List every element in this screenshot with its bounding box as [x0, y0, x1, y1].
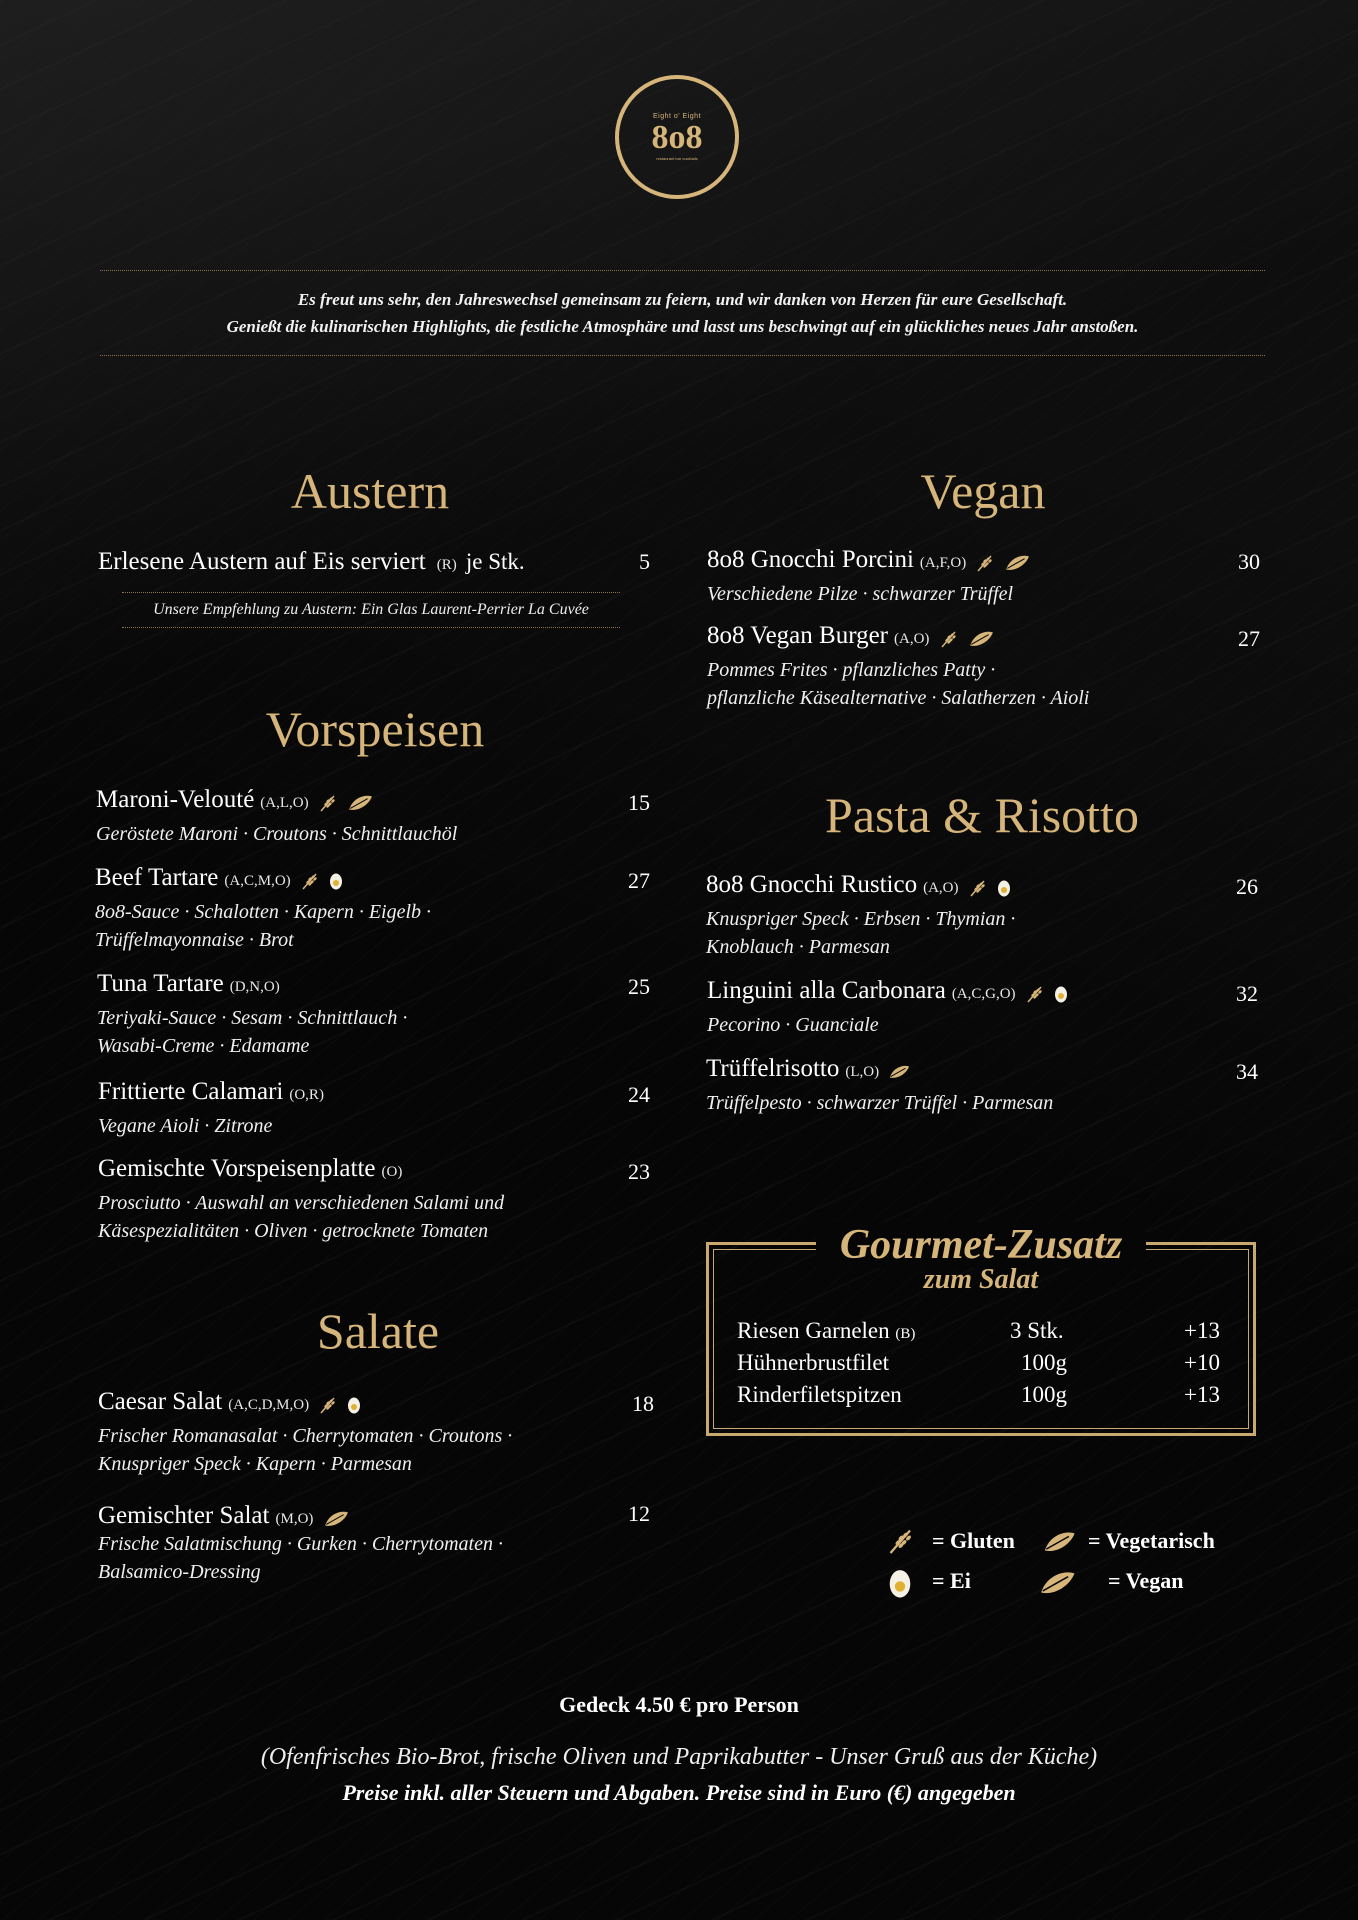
- item-description-line-1: Pommes Frites · pflanzliches Patty ·: [707, 659, 996, 681]
- gourmet-row-price: +13: [1184, 1382, 1220, 1407]
- item-description-line-2: Trüffelmayonnaise · Brot: [95, 929, 294, 951]
- item-allergens: (A,F,O): [919, 555, 967, 571]
- austern-recommendation: Unsere Empfehlung zu Austern: Ein Glas Laurent-Perrier La Cuvée: [122, 592, 620, 628]
- cover-charge: Gedeck 4.50 € pro Person: [559, 1692, 799, 1717]
- gourmet-row-name: Hühnerbrustfilet: [737, 1350, 890, 1375]
- item-description: Pecorino · Guanciale: [707, 1014, 879, 1036]
- item-name: Gemischter Salat: [98, 1502, 270, 1529]
- menu-item-gemischter-salat: [98, 1502, 503, 1586]
- menu-item-caesar-salat: [98, 1388, 512, 1478]
- legend-vegan-icon: [1038, 1570, 1076, 1596]
- item-description-line-1: Knuspriger Speck · Erbsen · Thymian ·: [706, 908, 1016, 930]
- item-description-line-1: Teriyaki-Sauce · Sesam · Schnittlauch ·: [97, 1007, 408, 1029]
- legend-gluten-icon: [886, 1526, 916, 1556]
- egg-icon: [1054, 985, 1068, 1003]
- price-note: Preise inkl. aller Steuern und Abgaben. Preise sind in Euro (€) angegeben: [342, 1780, 1016, 1805]
- legend-gluten-label: = Gluten: [932, 1528, 1015, 1553]
- gourmet-row-name: Rinderfiletspitzen: [737, 1382, 902, 1407]
- menu-item-vorspeisenplatte: [98, 1155, 504, 1245]
- item-description: Vegane Aioli · Zitrone: [98, 1115, 273, 1137]
- item-allergens: (A,C,D,M,O): [228, 1397, 310, 1413]
- menu-item-gnocchi-rustico: [706, 871, 1015, 961]
- item-description-line-2: Knuspriger Speck · Kapern · Parmesan: [98, 1453, 412, 1475]
- logo-main-text: 8o8: [651, 119, 703, 156]
- item-name: 8o8 Gnocchi Porcini: [707, 546, 914, 573]
- item-allergens: (M,O): [275, 1511, 314, 1527]
- item-description: Trüffelpesto · schwarzer Trüffel · Parmesan: [706, 1092, 1054, 1114]
- item-description-line-2: Knoblauch · Parmesan: [706, 936, 890, 958]
- gluten-icon: [968, 878, 988, 898]
- intro-line-1: Es freut uns sehr, den Jahreswechsel gemeinsam zu feiern, und wir danken von Herzen für eure Gesellschaft.: [297, 290, 1068, 309]
- item-price: 30: [1238, 549, 1260, 574]
- item-name: Tuna Tartare: [97, 970, 224, 997]
- section-title-vorspeisen: Vorspeisen: [265, 701, 485, 757]
- legend-egg-label: = Ei: [932, 1568, 971, 1593]
- item-price: 12: [628, 1501, 650, 1526]
- gluten-icon: [975, 553, 995, 573]
- legend-vegetarian-icon: [1042, 1530, 1076, 1554]
- egg-icon: [347, 1396, 361, 1414]
- item-price: 23: [628, 1159, 650, 1184]
- legend-vegan-label: = Vegan: [1108, 1568, 1184, 1593]
- gourmet-title: Gourmet-Zusatz: [816, 1222, 1146, 1268]
- vegan-leaf-icon: [968, 630, 994, 648]
- item-allergens: (A,C,M,O): [224, 873, 291, 889]
- legend-vegetarian-label: = Vegetarisch: [1088, 1528, 1215, 1553]
- item-name: Caesar Salat: [98, 1388, 223, 1415]
- intro-message: [100, 270, 1265, 356]
- item-description-line-2: Wasabi-Creme · Edamame: [97, 1035, 310, 1057]
- item-name: Frittierte Calamari: [98, 1078, 284, 1105]
- bread-note: (Ofenfrisches Bio-Brot, frische Oliven und Paprikabutter - Unser Gruß aus der Küche): [260, 1744, 1098, 1770]
- legend-egg-icon: [888, 1567, 912, 1599]
- item-description-line-2: Balsamico-Dressing: [98, 1561, 261, 1583]
- item-name: Beef Tartare: [95, 864, 219, 891]
- vegan-leaf-icon: [1004, 554, 1030, 572]
- gourmet-row-price: +10: [1184, 1350, 1220, 1375]
- menu-item-tuna-tartare: [97, 970, 407, 1060]
- item-allergens: (L,O): [845, 1064, 880, 1080]
- menu-item-maroni-veloute: [96, 786, 457, 848]
- item-price: 26: [1236, 874, 1258, 899]
- menu-item-beef-tartare: [95, 864, 431, 954]
- logo-bottom-text: restaurant bar cocktails: [656, 156, 698, 161]
- item-price: 5: [639, 549, 650, 574]
- item-name: Maroni-Velouté: [96, 786, 255, 813]
- item-allergens: (O): [381, 1164, 403, 1180]
- item-allergens: (R): [436, 557, 457, 573]
- vegetarian-leaf-icon: [347, 794, 373, 812]
- item-description: Geröstete Maroni · Croutons · Schnittlauchöl: [96, 823, 458, 845]
- egg-icon: [997, 879, 1011, 897]
- item-name: Erlesene Austern auf Eis serviert: [98, 548, 426, 575]
- gluten-icon: [939, 629, 959, 649]
- item-name: 8o8 Vegan Burger: [707, 622, 888, 649]
- item-description: Verschiedene Pilze · schwarzer Trüffel: [707, 583, 1014, 605]
- item-allergens: (A,C,G,O): [951, 986, 1016, 1002]
- menu-item-linguini-carbonara: [707, 977, 1068, 1039]
- gourmet-row-qty: 100g: [1021, 1350, 1067, 1375]
- item-unit: je Stk.: [465, 549, 525, 574]
- item-description-line-1: Prosciutto · Auswahl an verschiedenen Salami und: [98, 1192, 505, 1214]
- section-title-vegan: Vegan: [920, 463, 1046, 519]
- intro-line-2: Genießt die kulinarischen Highlights, die festliche Atmosphäre und lasst uns beschwingt auf ein glückliches neues Jahr anstoßen.: [226, 317, 1139, 336]
- gourmet-row-price: +13: [1184, 1318, 1220, 1343]
- item-price: 25: [628, 974, 650, 999]
- vegetarian-leaf-icon: [888, 1064, 910, 1080]
- item-price: 18: [632, 1391, 654, 1416]
- gourmet-row-name: Riesen Garnelen (B): [737, 1318, 916, 1343]
- item-allergens: (A,O): [894, 631, 930, 647]
- gluten-icon: [300, 871, 320, 891]
- item-price: 15: [628, 790, 650, 815]
- item-price: 27: [628, 868, 650, 893]
- gourmet-row-qty: 3 Stk.: [1010, 1318, 1064, 1343]
- item-description-line-1: 8o8-Sauce · Schalotten · Kapern · Eigelb ·: [95, 901, 432, 923]
- item-allergens: (A,O): [923, 880, 959, 896]
- item-name: 8o8 Gnocchi Rustico: [706, 871, 918, 898]
- egg-icon: [329, 872, 343, 890]
- menu-item-frittierte-calamari: [98, 1078, 324, 1140]
- gluten-icon: [318, 793, 338, 813]
- item-price: 27: [1238, 626, 1260, 651]
- item-allergens: (D,N,O): [229, 979, 280, 995]
- gourmet-subtitle: zum Salat: [923, 1264, 1039, 1295]
- gluten-icon: [318, 1395, 338, 1415]
- item-name: Linguini alla Carbonara: [707, 977, 946, 1004]
- item-price: 24: [628, 1082, 650, 1107]
- item-price: 32: [1236, 981, 1258, 1006]
- section-title-austern: Austern: [290, 463, 450, 519]
- menu-item-austern: [98, 548, 525, 576]
- menu-item-gnocchi-porcini: [707, 546, 1030, 608]
- item-allergens: (O,R): [289, 1087, 324, 1103]
- item-price: 34: [1236, 1059, 1258, 1084]
- item-description-line-2: Käsespezialitäten · Oliven · getrocknete Tomaten: [98, 1220, 489, 1242]
- menu-item-vegan-burger: [707, 622, 1089, 712]
- item-description-line-1: Frische Salatmischung · Gurken · Cherrytomaten ·: [98, 1533, 503, 1555]
- restaurant-logo: [615, 75, 739, 199]
- gluten-icon: [1025, 984, 1045, 1004]
- section-title-salate: Salate: [316, 1303, 440, 1359]
- item-description-line-2: pflanzliche Käsealternative · Salatherzen · Aioli: [707, 687, 1090, 709]
- gourmet-row-qty: 100g: [1021, 1382, 1067, 1407]
- item-allergens: (A,L,O): [260, 795, 309, 811]
- item-name: Gemischte Vorspeisenplatte: [98, 1155, 376, 1182]
- menu-item-trueffelrisotto: [706, 1055, 1053, 1117]
- vegan-leaf-icon: [323, 1510, 349, 1528]
- item-description-line-1: Frischer Romanasalat · Cherrytomaten · Croutons ·: [98, 1425, 513, 1447]
- section-title-pasta-risotto: Pasta & Risotto: [825, 787, 1139, 843]
- item-name: Trüffelrisotto: [706, 1055, 840, 1082]
- logo-top-text: Eight o' Eight: [652, 113, 702, 120]
